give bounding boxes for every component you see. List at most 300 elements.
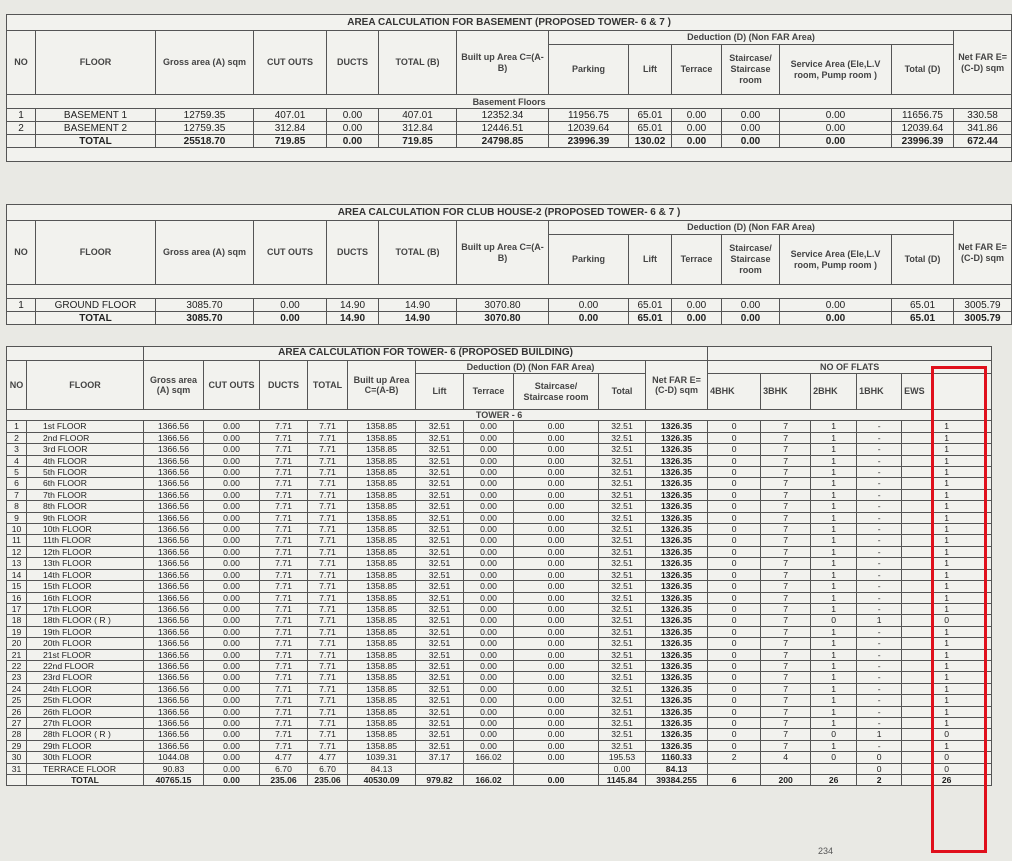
table-row [7, 592, 992, 603]
table-cell: - [857, 592, 902, 603]
col-2bhk: 2BHK [811, 374, 857, 410]
col-gross: Gross area (A) sqm [144, 361, 204, 410]
table-cell: 7.71 [308, 683, 348, 694]
table-cell: 1 [811, 558, 857, 569]
table-cell: 7 [761, 615, 811, 626]
table-row [7, 626, 992, 637]
col-total-d: Total [599, 374, 646, 410]
table-cell: 0.00 [464, 592, 514, 603]
table-cell: 32.51 [599, 615, 646, 626]
table-cell: - [857, 695, 902, 706]
table-cell: 65.01 [892, 312, 954, 325]
table-cell: 1326.35 [646, 740, 708, 751]
table-cell: - [857, 444, 902, 455]
table-cell: 0.00 [204, 592, 260, 603]
ews-highlight-box [931, 366, 987, 853]
table-cell: 0.00 [254, 312, 327, 325]
table-cell: 84.13 [348, 763, 416, 774]
table-cell: 1366.56 [144, 558, 204, 569]
table-cell: 0.00 [204, 683, 260, 694]
table-cell: 1326.35 [646, 706, 708, 717]
table-cell: 84.13 [646, 763, 708, 774]
table-cell: 32.51 [416, 672, 464, 683]
table-cell: 0 [811, 752, 857, 763]
table-row [7, 569, 992, 580]
table-cell: 1366.56 [144, 672, 204, 683]
table-cell: 11656.75 [892, 109, 954, 122]
table-cell: 1358.85 [348, 444, 416, 455]
table-cell: 7 [761, 729, 811, 740]
table-cell: 1358.85 [348, 729, 416, 740]
table-cell: 30 [7, 752, 27, 763]
table-cell: 0.00 [204, 489, 260, 500]
table-cell: 6.70 [308, 763, 348, 774]
table-cell: 312.84 [379, 122, 457, 135]
table-cell: GROUND FLOOR [36, 299, 156, 312]
table-cell: 0.00 [464, 455, 514, 466]
table-cell: 1358.85 [348, 615, 416, 626]
table-cell: 0.00 [780, 312, 892, 325]
table-cell: 1 [902, 478, 992, 489]
table-cell: 0.00 [722, 109, 780, 122]
table-cell: 24 [7, 683, 27, 694]
table-cell: 0 [708, 546, 761, 557]
table-cell: 1145.84 [599, 775, 646, 786]
table-cell: 0.00 [204, 615, 260, 626]
table-cell: 7 [761, 603, 811, 614]
table-cell: 0 [708, 672, 761, 683]
table-cell: 7.71 [260, 489, 308, 500]
col-1bhk: 1BHK [857, 374, 902, 410]
table-cell: 13 [7, 558, 27, 569]
table-cell: 1358.85 [348, 592, 416, 603]
table-cell: - [857, 717, 902, 728]
table-cell [464, 763, 514, 774]
total-row [7, 135, 1012, 148]
table-cell: 32.51 [599, 512, 646, 523]
table-cell: 32.51 [416, 729, 464, 740]
table-cell: 8th FLOOR [27, 501, 144, 512]
table-cell: 0 [902, 752, 992, 763]
table-cell: 7 [761, 717, 811, 728]
table-cell: 0.00 [514, 740, 599, 751]
table-cell: 1326.35 [646, 581, 708, 592]
table-cell: 0.00 [599, 763, 646, 774]
table-cell: 1366.56 [144, 626, 204, 637]
table-cell: 0.00 [514, 626, 599, 637]
col-staircase: Staircase/ Staircase room [722, 235, 780, 285]
table-cell: 0.00 [672, 122, 722, 135]
table-cell: 0.00 [327, 122, 379, 135]
table-cell: 1 [902, 546, 992, 557]
table-cell: TERRACE FLOOR [27, 763, 144, 774]
table-cell: 1 [902, 432, 992, 443]
table-cell: 10th FLOOR [27, 524, 144, 535]
table-cell: 16 [7, 592, 27, 603]
table-cell: 5 [7, 467, 27, 478]
table-cell: 0.00 [514, 501, 599, 512]
table-cell: 12352.34 [457, 109, 549, 122]
table-cell: 0.00 [514, 467, 599, 478]
table-cell: 1358.85 [348, 740, 416, 751]
table-cell: 32.51 [599, 626, 646, 637]
table-cell: 23rd FLOOR [27, 672, 144, 683]
table-cell: 7.71 [308, 467, 348, 478]
table-cell: 21st FLOOR [27, 649, 144, 660]
table-cell: 32.51 [599, 603, 646, 614]
table-cell: 1326.35 [646, 546, 708, 557]
table-cell: 7.71 [260, 672, 308, 683]
table-cell: - [857, 626, 902, 637]
tower-area-table [6, 346, 992, 786]
table-cell: 12039.64 [549, 122, 629, 135]
table-cell: 1 [811, 432, 857, 443]
table-cell: 7 [761, 672, 811, 683]
table-cell: 7.71 [260, 603, 308, 614]
table-cell: 7 [761, 649, 811, 660]
table-cell: 0.00 [464, 501, 514, 512]
table-cell: 1326.35 [646, 729, 708, 740]
table-cell: 7.71 [308, 569, 348, 580]
table-cell: 0 [902, 615, 992, 626]
col-ews: EWS [902, 374, 992, 410]
col-net-far: Net FAR E=(C-D) sqm [646, 361, 708, 410]
table-cell: 1366.56 [144, 535, 204, 546]
table-cell: 7.71 [260, 478, 308, 489]
table-cell: 32.51 [599, 421, 646, 432]
corner-blank [7, 347, 144, 361]
col-lift: Lift [629, 45, 672, 95]
table-cell: 0.00 [514, 603, 599, 614]
table-cell: 0.00 [464, 524, 514, 535]
table-row [7, 122, 1012, 135]
table-cell: - [857, 467, 902, 478]
table-cell: 32.51 [416, 638, 464, 649]
table-cell: 1 [811, 626, 857, 637]
table-cell: - [857, 478, 902, 489]
table-cell: 32.51 [416, 649, 464, 660]
table-cell: 7 [761, 535, 811, 546]
table-cell: 7.71 [308, 478, 348, 489]
table-cell: 0.00 [464, 489, 514, 500]
table-cell: 7.71 [308, 432, 348, 443]
table-cell: 0 [708, 706, 761, 717]
table-cell: 7.71 [260, 626, 308, 637]
basement-table-title: AREA CALCULATION FOR BASEMENT (PROPOSED TOWER- 6 & 7 ) [7, 15, 1012, 31]
table-row [7, 489, 992, 500]
table-cell: 21 [7, 649, 27, 660]
col-total-d: Total (D) [892, 235, 954, 285]
table-cell: 0.00 [514, 775, 599, 786]
table-cell: 14th FLOOR [27, 569, 144, 580]
table-cell: 1358.85 [348, 535, 416, 546]
table-cell: 1366.56 [144, 478, 204, 489]
col-gross: Gross area (A) sqm [156, 221, 254, 285]
table-cell: 24th FLOOR [27, 683, 144, 694]
table-row [7, 109, 1012, 122]
table-cell: 0.00 [204, 512, 260, 523]
table-cell: - [857, 672, 902, 683]
table-cell: 1358.85 [348, 467, 416, 478]
table-cell: 7.71 [308, 626, 348, 637]
table-cell: 7 [761, 569, 811, 580]
col-lift: Lift [629, 235, 672, 285]
table-cell: 0 [857, 763, 902, 774]
table-cell: 40530.09 [348, 775, 416, 786]
table-cell: 7.71 [308, 501, 348, 512]
table-cell: 7 [761, 546, 811, 557]
table-cell: 1358.85 [348, 569, 416, 580]
table-cell: 1326.35 [646, 432, 708, 443]
table-cell: 3005.79 [954, 312, 1012, 325]
total-row [7, 775, 992, 786]
table-cell: 1 [902, 558, 992, 569]
table-cell: 0 [708, 489, 761, 500]
table-cell: 0.00 [514, 672, 599, 683]
table-cell: 1326.35 [646, 489, 708, 500]
table-cell: 1 [811, 603, 857, 614]
table-cell: 4 [7, 455, 27, 466]
table-cell: 20th FLOOR [27, 638, 144, 649]
table-cell: 2 [708, 752, 761, 763]
table-cell: 0.00 [204, 478, 260, 489]
table-cell: 3070.80 [457, 299, 549, 312]
table-cell: 23996.39 [892, 135, 954, 148]
table-cell: 11956.75 [549, 109, 629, 122]
table-cell: 7.71 [308, 672, 348, 683]
table-cell: 7.71 [308, 649, 348, 660]
table-cell: 0.00 [464, 717, 514, 728]
table-cell: 32.51 [599, 729, 646, 740]
table-cell: 32.51 [416, 717, 464, 728]
table-cell [811, 763, 857, 774]
table-cell: 0.00 [464, 626, 514, 637]
table-cell: 6.70 [260, 763, 308, 774]
table-cell: 0 [708, 626, 761, 637]
table-cell: 0.00 [514, 683, 599, 694]
table-cell: 0.00 [464, 421, 514, 432]
table-cell: 15th FLOOR [27, 581, 144, 592]
table-cell: 0 [708, 455, 761, 466]
table-cell: 407.01 [254, 109, 327, 122]
table-cell: 20 [7, 638, 27, 649]
col-total-b: TOTAL (B) [379, 221, 457, 285]
table-cell: 0.00 [204, 775, 260, 786]
table-cell: 22nd FLOOR [27, 660, 144, 671]
table-cell: 32.51 [599, 660, 646, 671]
table-cell: 1326.35 [646, 672, 708, 683]
table-cell: 12th FLOOR [27, 546, 144, 557]
table-cell: 719.85 [254, 135, 327, 148]
table-cell: 32.51 [416, 581, 464, 592]
table-cell: 12 [7, 546, 27, 557]
table-cell [7, 135, 36, 148]
table-cell: 32.51 [599, 717, 646, 728]
table-cell: 7.71 [260, 455, 308, 466]
table-cell: 7.71 [260, 649, 308, 660]
table-cell: 1039.31 [348, 752, 416, 763]
table-cell: 0.00 [464, 444, 514, 455]
table-cell: 0.00 [204, 467, 260, 478]
table-cell: 0 [811, 615, 857, 626]
table-cell: 0.00 [464, 649, 514, 660]
table-cell: 1358.85 [348, 717, 416, 728]
table-row [7, 581, 992, 592]
deduction-header: Deduction (D) (Non FAR Area) [549, 221, 954, 235]
basement-rows [7, 109, 1012, 148]
table-cell: 0.00 [514, 638, 599, 649]
table-cell: 1 [811, 524, 857, 535]
table-cell: 1 [902, 421, 992, 432]
table-cell: 23 [7, 672, 27, 683]
table-cell: 1366.56 [144, 638, 204, 649]
table-cell [761, 763, 811, 774]
table-cell: 7.71 [308, 706, 348, 717]
table-cell [708, 763, 761, 774]
table-cell: 14 [7, 569, 27, 580]
table-cell: 0.00 [204, 524, 260, 535]
table-cell: 0 [708, 638, 761, 649]
table-cell: 0.00 [780, 109, 892, 122]
table-cell: 1 [811, 478, 857, 489]
table-row [7, 615, 992, 626]
table-cell: 2 [7, 432, 27, 443]
table-cell: 0 [708, 660, 761, 671]
table-cell [7, 312, 36, 325]
table-cell: - [857, 432, 902, 443]
table-cell: 0.00 [514, 615, 599, 626]
table-cell: 1366.56 [144, 592, 204, 603]
table-cell: 1 [7, 299, 36, 312]
table-cell: 0.00 [514, 706, 599, 717]
table-cell: 18th FLOOR ( R ) [27, 615, 144, 626]
table-cell: 12039.64 [892, 122, 954, 135]
table-cell: 90.83 [144, 763, 204, 774]
clubhouse-table-title: AREA CALCULATION FOR CLUB HOUSE-2 (PROPOSED TOWER- 6 & 7 ) [7, 205, 1012, 221]
table-cell: 32.51 [416, 467, 464, 478]
table-cell: 4 [761, 752, 811, 763]
table-cell: 979.82 [416, 775, 464, 786]
table-cell: 7 [761, 478, 811, 489]
table-cell: 407.01 [379, 109, 457, 122]
table-cell: 19 [7, 626, 27, 637]
table-cell: 0 [708, 501, 761, 512]
table-cell: - [857, 546, 902, 557]
clubhouse-rows [7, 299, 1012, 325]
col-cutouts: CUT OUTS [254, 31, 327, 95]
table-cell: 0.00 [204, 638, 260, 649]
table-cell: 1366.56 [144, 740, 204, 751]
table-cell: 1 [902, 569, 992, 580]
table-cell: 14.90 [327, 312, 379, 325]
col-total: TOTAL [308, 361, 348, 410]
table-cell: - [857, 660, 902, 671]
table-cell: 7.71 [260, 581, 308, 592]
table-cell: 1 [857, 615, 902, 626]
clubhouse-area-table [6, 204, 1012, 325]
table-cell: 7.71 [260, 501, 308, 512]
table-cell: 29th FLOOR [27, 740, 144, 751]
table-cell: 29 [7, 740, 27, 751]
table-cell: 1 [902, 455, 992, 466]
col-floor: FLOOR [36, 221, 156, 285]
table-cell: 0 [708, 558, 761, 569]
col-built-up: Built up Area C=(A-B) [457, 221, 549, 285]
table-cell: 6 [708, 775, 761, 786]
table-cell: 24798.85 [457, 135, 549, 148]
table-cell: 1 [811, 660, 857, 671]
table-cell: 5th FLOOR [27, 467, 144, 478]
table-cell: 1366.56 [144, 467, 204, 478]
table-cell: 1 [811, 455, 857, 466]
table-cell: 195.53 [599, 752, 646, 763]
table-cell: 1326.35 [646, 649, 708, 660]
table-cell: 3 [7, 444, 27, 455]
table-cell: 1326.35 [646, 683, 708, 694]
table-cell: 7 [761, 740, 811, 751]
table-cell: 0.00 [514, 649, 599, 660]
table-cell: 12759.35 [156, 122, 254, 135]
table-cell: 32.51 [416, 535, 464, 546]
table-cell: 3005.79 [954, 299, 1012, 312]
table-cell: 0.00 [549, 299, 629, 312]
table-cell: 0.00 [204, 558, 260, 569]
table-cell: 0.00 [464, 558, 514, 569]
table-cell: 19th FLOOR [27, 626, 144, 637]
table-cell: 0 [708, 603, 761, 614]
col-built-up: Built up Area C=(A-B) [457, 31, 549, 95]
table-cell: 1 [811, 421, 857, 432]
table-cell: 1358.85 [348, 638, 416, 649]
table-cell: 7 [7, 489, 27, 500]
table-cell: 32.51 [416, 432, 464, 443]
table-cell: - [857, 706, 902, 717]
table-cell: 0.00 [464, 695, 514, 706]
table-cell: 7 [761, 683, 811, 694]
table-cell: 32.51 [416, 421, 464, 432]
table-cell: 0 [708, 421, 761, 432]
table-cell: 28 [7, 729, 27, 740]
table-cell: 0 [708, 569, 761, 580]
col-lift: Lift [416, 374, 464, 410]
table-cell: 1326.35 [646, 524, 708, 535]
table-cell: 0.00 [514, 512, 599, 523]
table-cell: - [857, 524, 902, 535]
table-cell: 17 [7, 603, 27, 614]
table-cell: 1 [7, 109, 36, 122]
table-cell: 7.71 [308, 558, 348, 569]
table-cell: 0.00 [327, 109, 379, 122]
col-service: Service Area (Ele,L.V room, Pump room ) [780, 45, 892, 95]
table-cell: 1358.85 [348, 478, 416, 489]
table-cell: 0.00 [780, 299, 892, 312]
table-cell: 1366.56 [144, 649, 204, 660]
table-row [7, 535, 992, 546]
table-cell: 14.90 [327, 299, 379, 312]
table-row [7, 299, 1012, 312]
table-cell: 1358.85 [348, 524, 416, 535]
table-cell: 32.51 [599, 546, 646, 557]
table-cell: 312.84 [254, 122, 327, 135]
table-cell: 1 [902, 489, 992, 500]
table-cell: 1 [811, 535, 857, 546]
table-cell: 0.00 [722, 122, 780, 135]
table-cell: 10 [7, 524, 27, 535]
table-cell: 25518.70 [156, 135, 254, 148]
table-cell: 0.00 [204, 444, 260, 455]
table-cell: 3085.70 [156, 312, 254, 325]
table-cell: 0 [708, 740, 761, 751]
